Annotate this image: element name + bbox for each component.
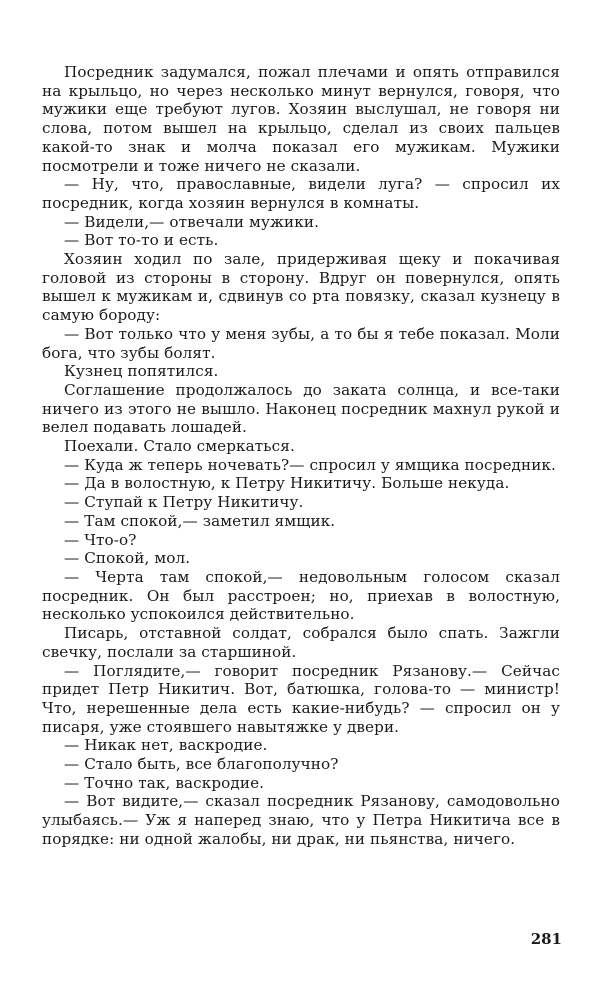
paragraph: — Никак нет, васкродие. (64, 736, 268, 755)
paragraph: — Черта там спокой,— недовольным голосом сказал посредник. Он был расстроен; но, приехав в волостную, несколько успокоился действительно. (42, 567, 560, 624)
paragraph: — Стало быть, все благополучно? (64, 755, 339, 774)
paragraph: — Видели,— отвечали мужики. (64, 212, 320, 231)
paragraph: — Что-о? (64, 530, 137, 549)
paragraph: Писарь, отставной солдат, собрался было спать. Зажгли свечку, послали за старшиной. (42, 624, 560, 661)
paragraph: Соглашение продолжалось до заката солнца, и все-таки ничего из этого не вышло. Наконец посредник махнул рукой и велел подавать лошадей. (42, 380, 560, 437)
paragraph: Поехали. Стало смеркаться. (64, 437, 295, 456)
paragraph: — Куда ж теперь ночевать?— спросил у ямщика посредник. (64, 455, 556, 474)
page-number: 281 (530, 930, 562, 948)
paragraph: Хозяин ходил по зале, придерживая щеку и покачивая головой из стороны в сторону. Вдруг он повернулся, опять вышел к мужикам и, сдвинув со рта повязку, сказал кузнецу в самую бороду: (42, 250, 560, 325)
paragraph: — Точно так, васкродие. (64, 773, 265, 792)
body-text (42, 63, 560, 849)
paragraph: — Ступай к Петру Никитичу. (64, 493, 304, 512)
paragraph: Кузнец попятился. (64, 362, 219, 381)
paragraph: — Там спокой,— заметил ямщик. (64, 511, 336, 530)
paragraph: — Да в волостную, к Петру Никитичу. Больше некуда. (64, 474, 510, 493)
paragraph: — Вот только что у меня зубы, а то бы я тебе показал. Моли бога, что зубы болят. (42, 324, 560, 362)
paragraph: Посредник задумался, пожал плечами и опять отправился на крыльцо, но через несколько минут вернулся, говоря, что мужики еще требуют лугов. Хозяин выслушал, не говоря ни слова, потом вышел на крыльцо, сделал из своих пальцев какой-то знак и молча показал его мужикам. Мужики посмотрели и тоже ничего не сказали. (42, 63, 560, 175)
paragraph: — Ну, что, православные, видели луга? — спросил их посредник, когда хозяин вернулся в комнаты. (42, 175, 560, 212)
paragraph: — Спокой, мол. (64, 549, 191, 568)
paragraph: — Вот видите,— сказал посредник Рязанову, самодовольно улыбаясь.— Уж я наперед знаю, что у Петра Никитича все в порядке: ни одной жалобы, ни драк, ни пьянства, ничего. (42, 792, 560, 848)
paragraph: — Вот то-то и есть. (64, 231, 219, 250)
paragraph: — Поглядите,— говорит посредник Рязанову.— Сейчас придет Петр Никитич. Вот, батюшка, голова-то — министр! Что, нерешенные дела есть какие-нибудь? — спросил он у писаря, уже стоявшего навытяжке у двери. (42, 661, 560, 736)
